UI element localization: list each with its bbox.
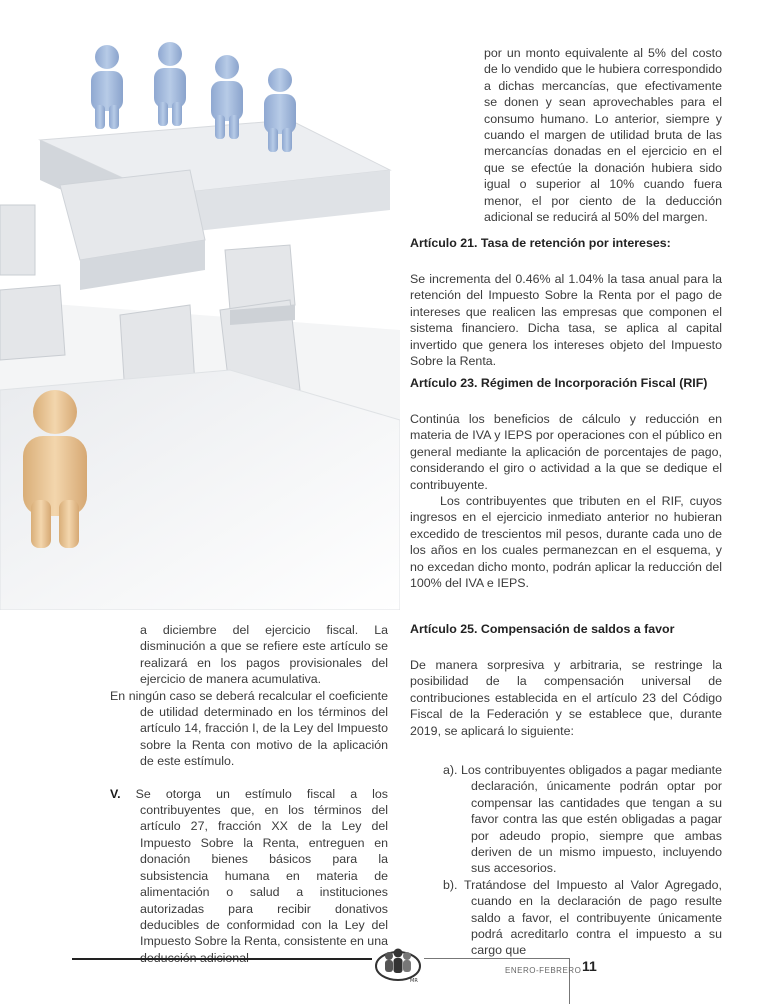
article-25-list (443, 762, 722, 959)
publisher-logo-icon (372, 944, 424, 984)
left-column-text (110, 622, 388, 966)
paragraph: En ningún caso se deberá recalcular el coeficiente de utilidad determinado en los términos del artículo 14, fracción I, de la Ley del Impuesto sobre la Renta con motivo de la aplicación de este estímulo. (110, 688, 388, 769)
list-item: a). Los contribuyentes obligados a pagar mediante declaración, únicamente podrán optar por compensar las cantidades que tengan a su favor contra las que estén obligadas a pagar por adeudo propio, siempre que ambas deriven de un mismo impuesto, incluyendo sus accesorios. (443, 763, 722, 876)
logo-mark-text: MR (410, 978, 418, 984)
footer-rule-right (424, 958, 569, 959)
footer-divider (569, 958, 570, 1004)
article-21-heading: Artículo 21. Tasa de retención por intereses: (410, 236, 671, 250)
page-number: 11 (582, 958, 597, 974)
right-column-continuation (484, 45, 722, 225)
paragraph: De manera sorpresiva y arbitraria, se restringe la posibilidad de la compensación universal de contribuciones establecida en el artículo 23 del Código Fiscal de la Federación y se establece que, durante 2019, se aplicará lo siguiente: (410, 658, 722, 738)
article-23-heading: Artículo 23. Régimen de Incorporación Fiscal (RIF) (410, 376, 708, 390)
paragraph: Continúa los beneficios de cálculo y reducción en materia de IVA y IEPS por operaciones con el público en general mediante la aplicación de porcentajes de pago, considerando el giro o actividad a la que se dedique el contribuyente. (410, 412, 722, 492)
paragraph: Se incrementa del 0.46% al 1.04% la tasa anual para la retención del Impuesto Sobre la Renta por el pago de intereses que realicen las empresas que componen el sistema financiero. Dicha tasa, se aplica al capital invertido que genera los intereses objeto del Impuesto Sobre la Renta. (410, 272, 722, 369)
paragraph-text: Se otorga un estímulo fiscal a los contribuyentes que, en los términos del artículo 27, fracción XX de la Ley del Impuesto Sobre la Renta, entreguen en donación bienes básicos para la subsistencia humana en materia de alimentación o salud a instituciones autorizadas para recibir donativos deducibles de conformidad con la Ley del Impuesto Sobre la Renta, consistente en una (135, 786, 389, 949)
illustration-puzzle-figures (0, 0, 400, 610)
paragraph: por un monto equivalente al 5% del costo de lo vendido que le hubiera correspondido a dichas mercancías, que efectivamente se donen y sean aprovechables para el consumo humano. Lo anterior, siempre y cuando el margen de utilidad bruta de las mercancías donadas en el ejercicio en el que se efectúe la donación hubiera sido igual o superior al 10% cuando fuera menor, el por ciento de la deducción adicional se reducirá al 50% del margen. (484, 46, 722, 225)
paragraph: Los contribuyentes que tributen en el RIF, cuyos ingresos en el ejercicio inmediato anterior no hubieran excedido de trescientos mil pesos, durante cada uno de los años en los cuales permanezcan en el esquema, y no excedan dicho monto, podrán aplicar la reducción del 100% del IVA e IEPS. (410, 494, 722, 591)
article-25-body (410, 657, 722, 739)
paragraph: a diciembre del ejercicio fiscal. La disminución a que se refiere este artículo se realizará en los pagos provisionales del ejercicio de manera acumulativa. (140, 623, 388, 687)
fraction-v-paragraph (110, 786, 388, 966)
article-21-body (410, 271, 722, 369)
issue-label: ENERO-FEBRERO (505, 966, 582, 975)
list-item: b). Tratándose del Impuesto al Valor Agregado, cuando en la declaración de pago resulte saldo a favor, el contribuyente únicamente podrá acreditarlo contra el impuesto a su cargo que (443, 877, 722, 958)
article-23-body (410, 411, 722, 591)
footer-rule-left (72, 958, 372, 960)
fraction-v-marker: V. (110, 786, 121, 801)
article-25-heading: Artículo 25. Compensación de saldos a favor (410, 622, 675, 636)
